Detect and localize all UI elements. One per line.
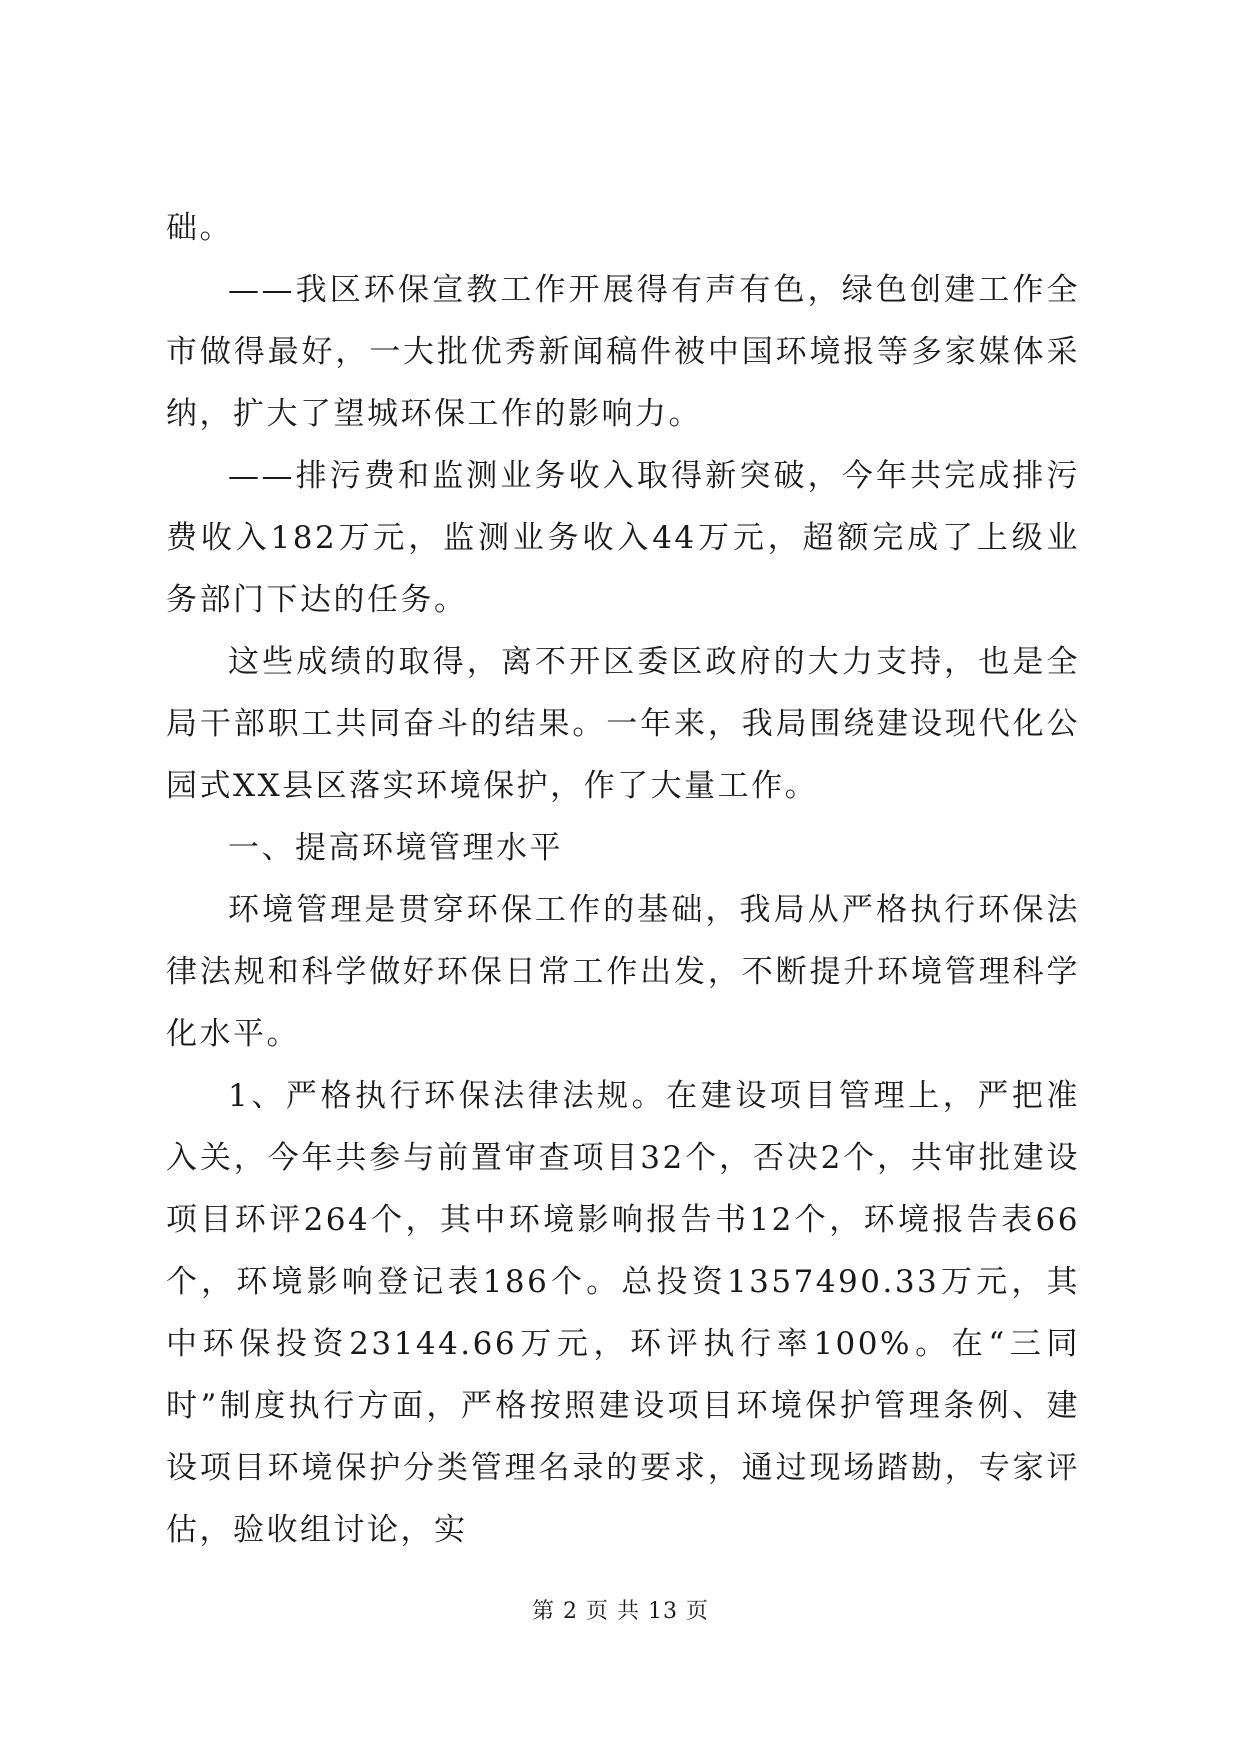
paragraph-6: 环境管理是贯穿环保工作的基础，我局从严格执行环保法律法规和科学做好环保日常工作出发，不断提升环境管理科学化水平。 xyxy=(166,892,1080,1052)
paragraph-2: ——我区环保宣教工作开展得有声有色，绿色创建工作全市做得最好，一大批优秀新闻稿件被中国环境报等多家媒体采纳，扩大了望城环保工作的影响力。 xyxy=(166,272,1080,432)
paragraph-4: 这些成绩的取得，离不开区委区政府的大力支持，也是全局干部职工共同奋斗的结果。一年来，我局围绕建设现代化公园式XX县区落实环境保护，作了大量工作。 xyxy=(166,644,1080,804)
paragraph-7: 1、严格执行环保法律法规。在建设项目管理上，严把准入关，今年共参与前置审查项目32个，否决2个，共审批建设项目环评264个，其中环境影响报告书12个，环境报告表66个，环境影响登记表186个。总投资1357490.33万元，其中环保投资23144.66万元，环评执行率100%。在“三同时”制度执行方面，严格按照建设项目环境保护管理条例、建设项目环境保护分类管理名录的要求，通过现场踏勘，专家评估，验收组讨论，实 xyxy=(166,1078,1080,1548)
document-body xyxy=(166,197,1080,1561)
section-heading: 一、提高环境管理水平 xyxy=(228,830,563,866)
paragraph-1: 础。 xyxy=(166,210,233,246)
page-number-footer: 第 2 页 共 13 页 xyxy=(532,1599,709,1624)
paragraph-3: ——排污费和监测业务收入取得新突破，今年共完成排污费收入182万元，监测业务收入44万元，超额完成了上级业务部门下达的任务。 xyxy=(166,458,1080,618)
